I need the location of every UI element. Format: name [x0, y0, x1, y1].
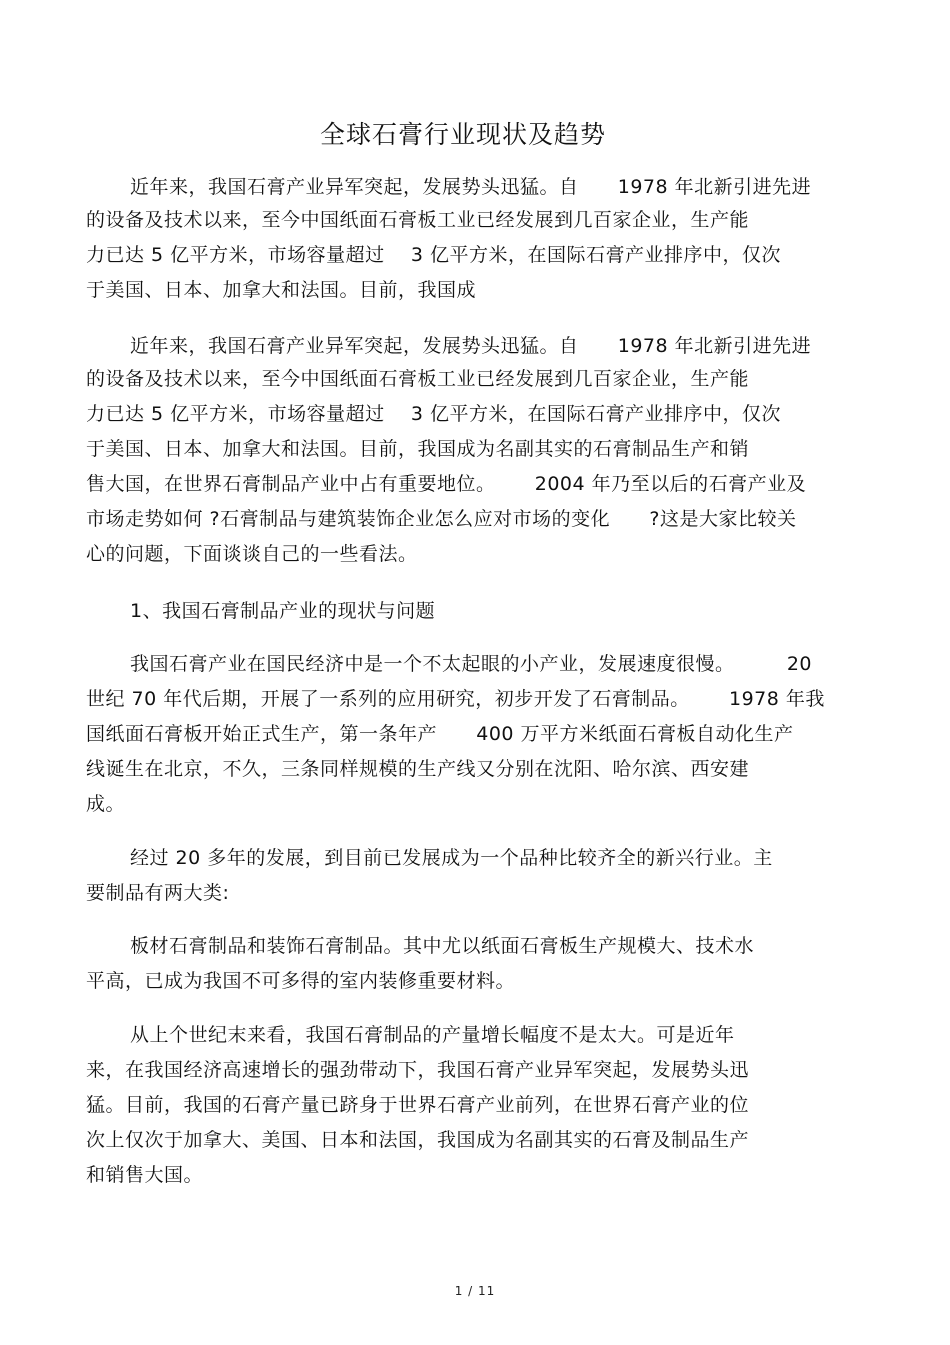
paragraph-5-line-1: 经过 20 多年的发展，到目前已发展成为一个品种比较齐全的新兴行业。主 [130, 847, 773, 869]
paragraph-7-line-2: 来，在我国经济高速增长的强劲带动下，我国石膏产业异军突起，发展势头迅 [86, 1059, 750, 1081]
paragraph-4-line-2: 世纪 70 年代后期，开展了一系列的应用研究，初步开发了石膏制品。 1978 年我 [86, 688, 825, 710]
paragraph-6-line-1: 板材石膏制品和装饰石膏制品。其中尤以纸面石膏板生产规模大、技术水 [130, 935, 755, 957]
paragraph-2-line-2: 的设备及技术以来，至今中国纸面石膏板工业已经发展到几百家企业，生产能 [86, 368, 750, 390]
paragraph-1-line-1: 近年来，我国石膏产业异军突起，发展势头迅猛。自 1978 年北新引进先进 [130, 176, 812, 198]
document-title: 全球石膏行业现状及趋势 [319, 120, 606, 149]
paragraph-2-line-6: 市场走势如何 ?石膏制品与建筑装饰企业怎么应对市场的变化 ?这是大家比较关 [86, 508, 797, 530]
paragraph-4-line-1: 我国石膏产业在国民经济中是一个不太起眼的小产业，发展速度很慢。 20 [130, 653, 812, 675]
paragraph-7-line-4: 次上仅次于加拿大、美国、日本和法国，我国成为名副其实的石膏及制品生产 [86, 1129, 750, 1151]
paragraph-7-line-3: 猛。目前，我国的石膏产量已跻身于世界石膏产业前列，在世界石膏产业的位 [86, 1094, 750, 1116]
paragraph-2-line-5: 售大国，在世界石膏制品产业中占有重要地位。 2004 年乃至以后的石膏产业及 [86, 473, 807, 495]
paragraph-7-line-1: 从上个世纪末来看，我国石膏制品的产量增长幅度不是太大。可是近年 [130, 1024, 735, 1046]
paragraph-7-line-5: 和销售大国。 [86, 1164, 204, 1186]
paragraph-2-line-4: 于美国、日本、加拿大和法国。目前，我国成为名副其实的石膏制品生产和销 [86, 438, 750, 460]
paragraph-4-line-3: 国纸面石膏板开始正式生产，第一条年产 400 万平方米纸面石膏板自动化生产 [86, 723, 794, 745]
paragraph-2-line-1: 近年来，我国石膏产业异军突起，发展势头迅猛。自 1978 年北新引进先进 [130, 335, 812, 357]
paragraph-1-line-3: 力已达 5 亿平方米，市场容量超过 3 亿平方米，在国际石膏产业排序中，仅次 [86, 244, 781, 266]
paragraph-6-line-2: 平高，已成为我国不可多得的室内装修重要材料。 [86, 970, 516, 992]
page-indicator: 1 / 11 [454, 1284, 496, 1298]
paragraph-4-line-5: 成。 [86, 793, 126, 815]
paragraph-2-line-7: 心的问题，下面谈谈自己的一些看法。 [86, 543, 418, 565]
paragraph-5-line-2: 要制品有两大类: [86, 882, 230, 904]
paragraph-1-line-2: 的设备及技术以来，至今中国纸面石膏板工业已经发展到几百家企业，生产能 [86, 209, 750, 231]
section-heading-1: 1、我国石膏制品产业的现状与问题 [130, 600, 436, 622]
paragraph-2-line-3: 力已达 5 亿平方米，市场容量超过 3 亿平方米，在国际石膏产业排序中，仅次 [86, 403, 781, 425]
paragraph-4-line-4: 线诞生在北京，不久，三条同样规模的生产线又分别在沈阳、哈尔滨、西安建 [86, 758, 750, 780]
paragraph-1-line-4: 于美国、日本、加拿大和法国。目前，我国成 [86, 279, 477, 301]
